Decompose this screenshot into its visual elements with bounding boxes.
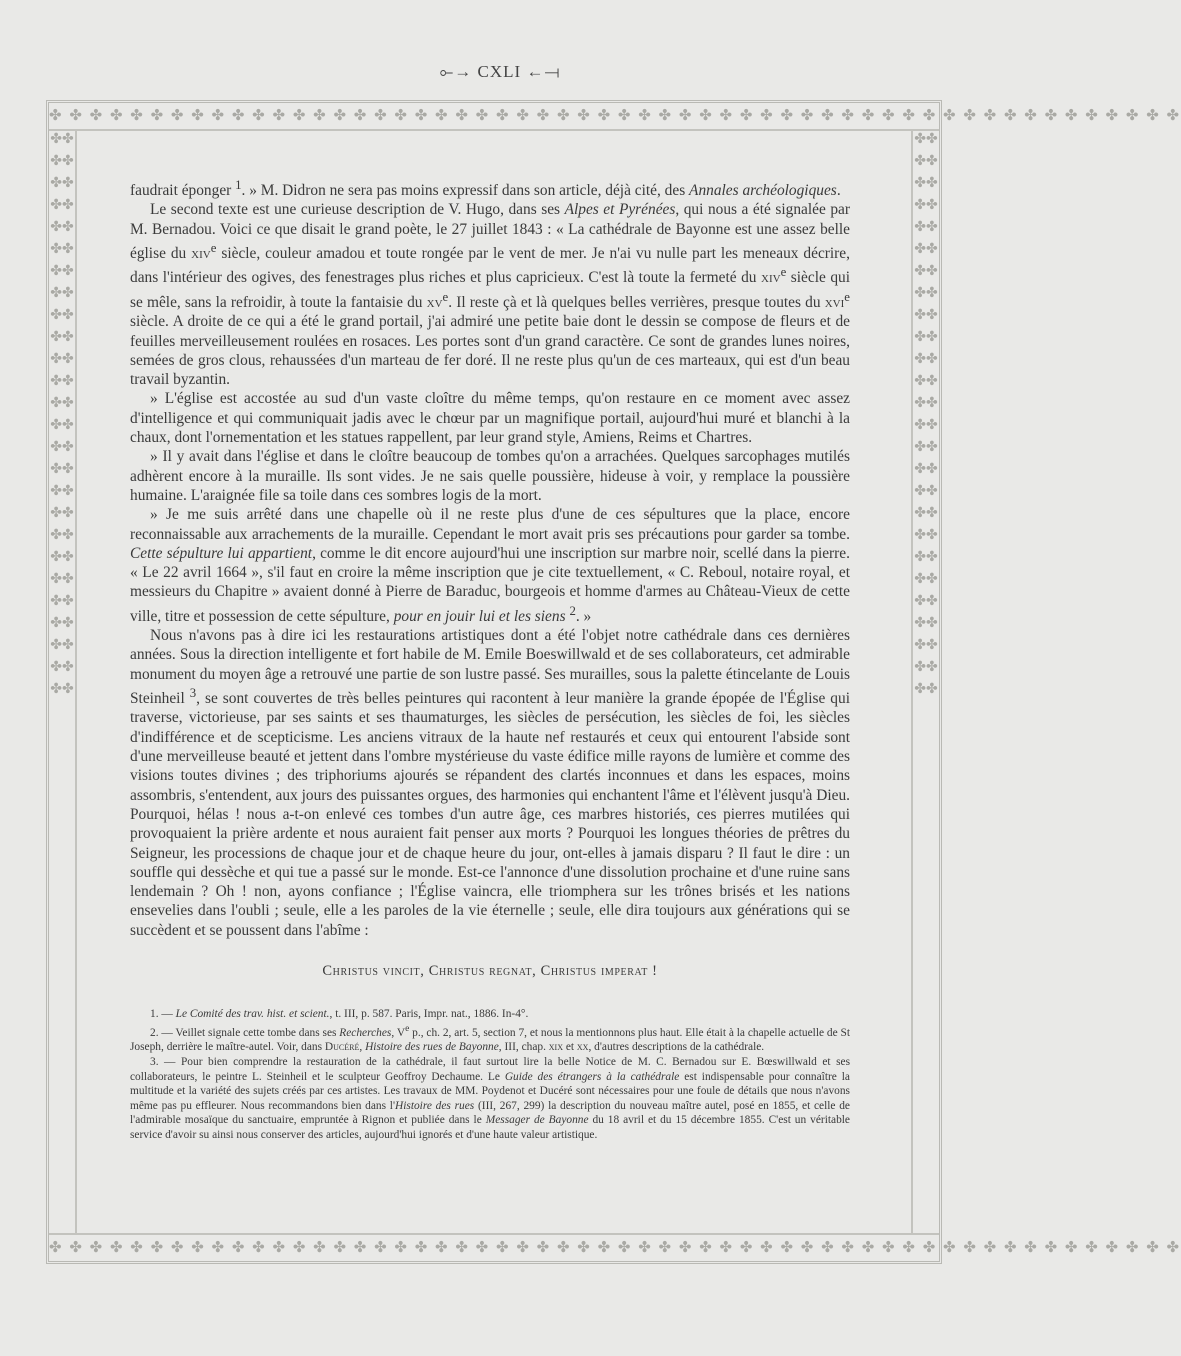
ornament-band-right: ✤✤✤✤✤✤✤✤✤✤✤✤✤✤✤✤✤✤✤✤✤✤✤✤✤✤✤✤✤✤✤✤✤✤✤✤✤✤✤✤✤✤✤✤✤✤✤✤✤✤✤✤ (911, 129, 939, 1235)
paragraph: » Il y avait dans l'église et dans le cloître beaucoup de tombes qu'on a arrachées. Quelques sarcophages mutilés adhèrent encore à la muraille. Ils sont vides. Je ne sais quelle poussière, hideuse à voir, y remplace la poussière humaine. L'araignée file sa toile dans ces sombres logis de la mort. (130, 448, 850, 504)
paragraph: » Je me suis arrêté dans une chapelle où il ne reste plus d'une de ces sépultures que la place, encore reconnaissable aux arrachements de la muraille. Cependant le mort avait pris ses précautions pour garder sa tombe. Cette sépulture lui appartient, comme le dit encore aujourd'hui une inscription sur marbre noir, scellé dans la pierre. « Le 22 avril 1664 », s'il faut en croire la même inscription que je cite textuellement, « C. Reboul, notaire royal, et messieurs du Chapitre » avaient donné à Pierre de Baraduc, bourgeois et homme d'armes au Château-Vieux de cette ville, titre et possession de cette sépulture, pour en jouir lui et les siens $^2$. » (130, 506, 850, 625)
paragraph: » L'église est accostée au sud d'un vaste cloître du même temps, qu'on restaure en ce moment avec assez d'intelligence et qui communiquait jadis avec le chœur par un magnifique portail, aujourd'hui muré et blanchi à la chaux, dont l'ornementation et les statues rappellent, par leur grand style, Amiens, Reims et Chartres. (130, 390, 850, 447)
main-text (130, 176, 850, 1142)
ornament-band-left: ✤✤✤✤✤✤✤✤✤✤✤✤✤✤✤✤✤✤✤✤✤✤✤✤✤✤✤✤✤✤✤✤✤✤✤✤✤✤✤✤✤✤✤✤✤✤✤✤✤✤✤✤ (49, 129, 77, 1235)
ornament-band-top: ✤ ✤ ✤ ✤ ✤ ✤ ✤ ✤ ✤ ✤ ✤ ✤ ✤ ✤ ✤ ✤ ✤ ✤ ✤ ✤ ✤ ✤ ✤ ✤ ✤ ✤ ✤ ✤ ✤ ✤ ✤ ✤ ✤ ✤ ✤ ✤ ✤ ✤ ✤ ✤ ✤ ✤ ✤ ✤ ✤ ✤ ✤ ✤ ✤ ✤ ✤ ✤ ✤ ✤ ✤ ✤ (49, 103, 939, 131)
footnote: 1. — Le Comité des trav. hist. et scient., t. III, p. 587. Paris, Impr. nat., 1886. In-4°. (150, 1008, 529, 1021)
paragraph: faudrait éponger $^1$. » M. Didron ne sera pas moins expressif dans son article, déjà cité, des Annales archéologiques. (130, 178, 841, 200)
page-number-text: CXLI (477, 62, 522, 81)
paragraph: Le second texte est une curieuse description de V. Hugo, dans ses Alpes et Pyrénées, qui nous a été signalée par M. Bernadou. Voici ce que disait le grand poète, le 27 juillet 1843 : « La cathédrale de Bayonne est une assez belle église du xiv$^e$ siècle, couleur amadou et toute rongée par le vent de mer. Je n'ai vu nulle part les meneaux décrire, dans l'intérieur des ogives, des fenestrages plus riches et plus capricieux. C'est là toute la fermeté du xiv$^e$ siècle qui se mêle, sans la refroidir, à toute la fantaisie du $xv^e$. Il reste çà et là quelques belles verrières, presque toutes du xvi$^e$ siècle. A droite de ce qui a été le grand portail, j'ai admiré une petite baie dont le dessin se compose de fleurs et de feuilles merveilleusement roulées en rosaces. Les portes sont d'un grand caractère. Ce sont de grandes lunes noires, semées de gros clous, rehaussées d'un marteau de fer doré. Il ne reste plus qu'un de ces marteaux, qui est d'un beau travail byzantin. (130, 201, 851, 389)
footnote: 2. — Veillet signale cette tombe dans ses Recherches, Ve p., ch. 2, art. 5, section 7, et nous la mentionnons plus haut. Elle était à la chapelle actuelle de St Joseph, derrière le maître-autel. Voir, dans Ducéré, Histoire des rues de Bayonne, III, chap. xix et xx, d'autres descriptions de la cathédrale. (130, 1023, 850, 1054)
right-arrow-ornament: ←⟞ (521, 62, 561, 81)
body-paragraphs (130, 176, 850, 940)
paragraph: Nous n'avons pas à dire ici les restaurations artistiques dont a été l'objet notre cathédrale dans ces dernières années. Sous la direction intelligente et fort habile de M. Emile Boeswillwald et de ses collaborateurs, cet admirable monument du moyen âge a retrouvé une partie de son lustre passé. Ses murailles, sous la palette étincelante de Louis Steinheil $^3$, se sont couvertes de très belles peintures qui racontent à leur manière la grande épopée de l'Église qui traverse, victorieuse, par ses saints et ses thaumaturges, les siècles de persécution, les siècles de foi, les siècles d'indifférence et de scepticisme. Les anciens vitraux de la haute nef restaurés et ceux qui entourent l'abside sont d'une merveilleuse beauté et jettent dans l'ombre mystérieuse du vaste édifice mille rayons de lumière et comme des visions toutes divines ; des triphoriums ajourés se répandent des clartés inconnues et dans les espaces, moins assombris, s'entendent, aux jours des puissantes orgues, des harmonies qui enchantent l'âme et l'élèvent jusqu'à Dieu. Pourquoi, hélas ! nous a-t-on enlevé ces tombes d'un autre âge, ces marbres historiés, ces pierres mutilées qui provoquaient la prière ardente et nous auraient fait penser aux morts ? Pourquoi les longues théories de prêtres du Seigneur, les processions de chaque jour et de chaque heure du jour, ont-elles à jamais disparu ? Il faut le dire : un souffle qui dessèche et qui tue a passé sur le monde. Est-ce l'annonce d'une dissolution prochaine et d'une ruine sans lendemain ? Oh ! non, ayons confiance ; l'Église vaincra, elle triomphera sur les trônes brisés et les nations ensevelies dans l'oubli ; seule, elle a les paroles de la vie éternelle ; seule, elle dira toujours aux générations qui se succèdent et se poussent dans l'abîme : (130, 627, 850, 939)
footnotes (130, 1007, 850, 1142)
footnote: 3. — Pour bien comprendre la restauration de la cathédrale, il faut surtout lire la belle Notice de M. C. Bernadou sur E. Bœswillwald et ses collaborateurs, le peintre L. Steinheil et le sculpteur Geoffroy Dechaume. Le Guide des étrangers à la cathédrale est indispensable pour connaître la multitude et la variété des sujets créés par ces artistes. Les travaux de MM. Poydenot et Ducéré sont nécessaires pour une foule de détails que nous n'avons même pas pu effleurer. Nous recommandons bien dans l'Histoire des rues (III, 267, 299) la description du nouveau maître autel, posé en 1855, et celle de l'admirable mosaïque du sanctuaire, empruntée à Rignon et publiée dans le Messager de Bayonne du 18 avril et du 15 décembre 1855. C'est un véritable service d'avoir su ainsi nous conserver des articles, aujourd'hui ignorés et d'une haute valeur artistique. (130, 1055, 850, 1141)
ornament-band-bottom: ✤ ✤ ✤ ✤ ✤ ✤ ✤ ✤ ✤ ✤ ✤ ✤ ✤ ✤ ✤ ✤ ✤ ✤ ✤ ✤ ✤ ✤ ✤ ✤ ✤ ✤ ✤ ✤ ✤ ✤ ✤ ✤ ✤ ✤ ✤ ✤ ✤ ✤ ✤ ✤ ✤ ✤ ✤ ✤ ✤ ✤ ✤ ✤ ✤ ✤ ✤ ✤ ✤ ✤ ✤ ✤ (49, 1233, 939, 1261)
page-number (0, 62, 1000, 82)
motto: Christus vincit, Christus regnat, Christus imperat ! (322, 963, 658, 980)
left-arrow-ornament: ⟜→ (439, 62, 478, 81)
